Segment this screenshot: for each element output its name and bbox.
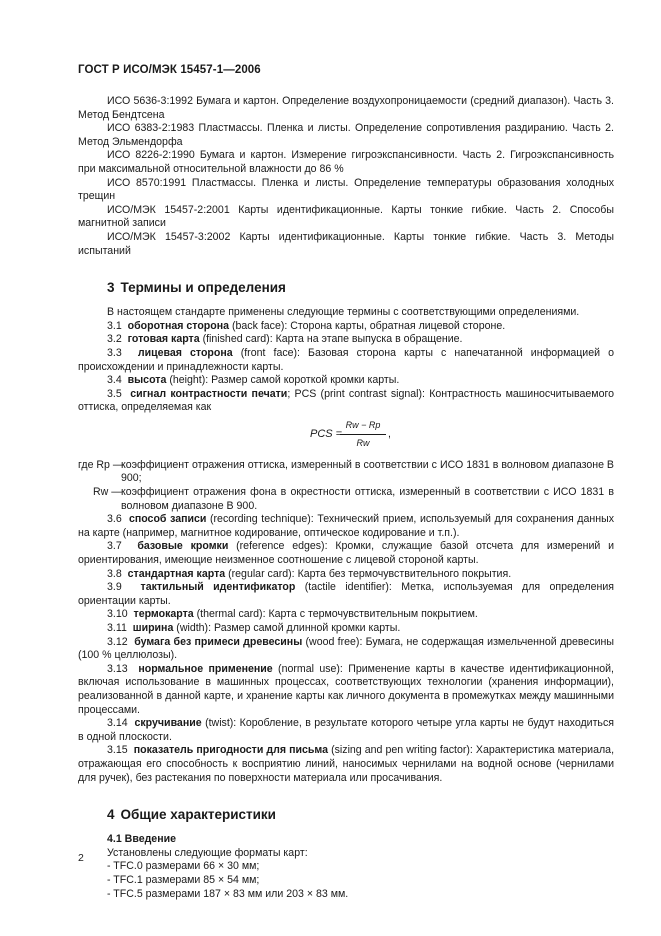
formula-numerator: Rw − Rp xyxy=(345,419,381,430)
term-3-13: 3.13 нормальное применение (normal use): Применение карты в качестве идентификационной, включая использование в машинных процессах, соответствующих технологии (хранения информации), реализованной в данной карте, и хранение карты как личного документа в промежутках между машинными процессами. xyxy=(78,662,614,716)
term-3-4: 3.4 высота (height): Размер самой короткой кромки карты. xyxy=(107,374,400,387)
term-3-1: 3.1 оборотная сторона (back face): Сторона карты, обратная лицевой стороне. xyxy=(107,319,506,332)
reference-item: ИСО 8570:1991 Пластмассы. Пленка и листы. Определение температуры образования холодных трещин xyxy=(78,176,614,203)
formula-legend-rw xyxy=(78,486,614,513)
reference-item: ИСО/МЭК 15457-2:2001 Карты идентификационные. Карты тонкие гибкие. Часть 2. Способы магнитной записи xyxy=(78,203,614,230)
term-3-7: 3.7 базовые кромки (reference edges): Кромки, служащие базой отсчета для измерений и ориентирования, имеющие неизменное соотношение с лицевой стороной карты. xyxy=(78,540,614,567)
term-3-9: 3.9 тактильный идентификатор (tactile identifier): Метка, используемая для определения ориентации карты. xyxy=(78,581,614,607)
section-heading: 4 Общие характеристики xyxy=(107,807,276,823)
subsection-intro: Установлены следующие форматы карт: xyxy=(107,846,308,859)
formula-comma: , xyxy=(388,427,391,440)
formula-denominator: Rw xyxy=(356,438,370,449)
term-3-11: 3.11 ширина (width): Размер самой длинной кромки карты. xyxy=(107,622,401,634)
formula-fraction xyxy=(340,419,386,451)
reference-item: ИСО/МЭК 15457-3:2002 Карты идентификационные. Карты тонкие гибкие. Часть 3. Методы испытаний xyxy=(78,230,614,257)
term-3-12: 3.12 бумага без примеси древесины (wood free): Бумага, не содержащая измельченной древесины (100 % целлюлозы). xyxy=(78,635,614,662)
reference-item: ИСО 5636-3:1992 Бумага и картон. Определение воздухопроницаемости (средний диапазон). Часть 3. Метод Бендтсена xyxy=(78,95,614,121)
page-header: ГОСТ Р ИСО/МЭК 15457-1—2006 xyxy=(78,64,261,76)
formula-lhs: PCS = xyxy=(310,427,343,440)
subsection-heading: 4.1 Введение xyxy=(107,833,177,846)
references-list xyxy=(78,95,614,258)
pcs-formula xyxy=(78,417,614,455)
reference-item: ИСО 6383-2:1983 Пластмассы. Пленка и листы. Определение сопротивления раздиранию. Часть 2. Метод Эльмендорфа xyxy=(78,122,614,148)
term-3-14: 3.14 скручивание (twist): Коробление, в результате которого четыре угла карты не будут находиться в одной плоскости. xyxy=(78,717,614,743)
term-3-2: 3.2 готовая карта (finished card): Карта на этапе выпуска в обращение. xyxy=(107,333,463,346)
term-3-8: 3.8 стандартная карта (regular card): Карта без термочувствительного покрытия. xyxy=(107,567,512,580)
page-number: 2 xyxy=(78,852,84,864)
term-3-3: 3.3 лицевая сторона (front face): Базовая сторона карты с напечатанной информацией о происхождении и принадлежности карты. xyxy=(78,346,614,373)
formula-legend-rp xyxy=(78,459,614,486)
term-3-10: 3.10 термокарта (thermal card): Карта с термочувствительным покрытием. xyxy=(107,608,478,621)
legend-symbol: где Rp — xyxy=(78,458,124,471)
legend-symbol: Rw — xyxy=(93,486,122,499)
term-3-15: 3.15 показатель пригодности для письма (sizing and pen writing factor): Характеристика материала, отражающая его способность к восприятию линий, наносимых чернилами на водной основе (чернилами для ручек), без растекания по поверхности материала или просачивания. xyxy=(78,744,615,784)
legend-text: коэффициент отражения оттиска, измеренный в соответствии с ИСО 1831 в волновом диапазоне В 900; xyxy=(121,458,614,485)
list-item: - TFC.5 размерами 187 × 83 мм или 203 × 83 мм. xyxy=(107,887,349,900)
fraction-bar xyxy=(340,434,386,435)
list-item: - TFC.1 размерами 85 × 54 мм; xyxy=(107,873,260,886)
term-3-6: 3.6 способ записи (recording technique): Технический прием, используемый для сохранения данных на карте (например, магнитное кодирование, оптическое кодирование и т.п.). xyxy=(78,513,614,539)
legend-text: коэффициент отражения фона в окрестности оттиска, измеренный в соответствии с ИСО 1831 в волновом диапазоне В 900. xyxy=(121,486,614,512)
section-intro: В настоящем стандарте применены следующие термины с соответствующими определениями. xyxy=(107,306,580,319)
list-item: - TFC.0 размерами 66 × 30 мм; xyxy=(107,860,260,873)
reference-item: ИСО 8226-2:1990 Бумага и картон. Измерение гигроэкспансивности. Часть 2. Гигроэкспансивность при максимальной относительной влажности до 86 % xyxy=(78,149,614,175)
term-3-5: 3.5 сигнал контрастности печати; PCS (print contrast signal): Контрастность машиносчитываемого оттиска, определяемая как xyxy=(78,387,615,414)
document-body xyxy=(78,95,614,901)
section-heading: 3 Термины и определения xyxy=(107,280,286,296)
